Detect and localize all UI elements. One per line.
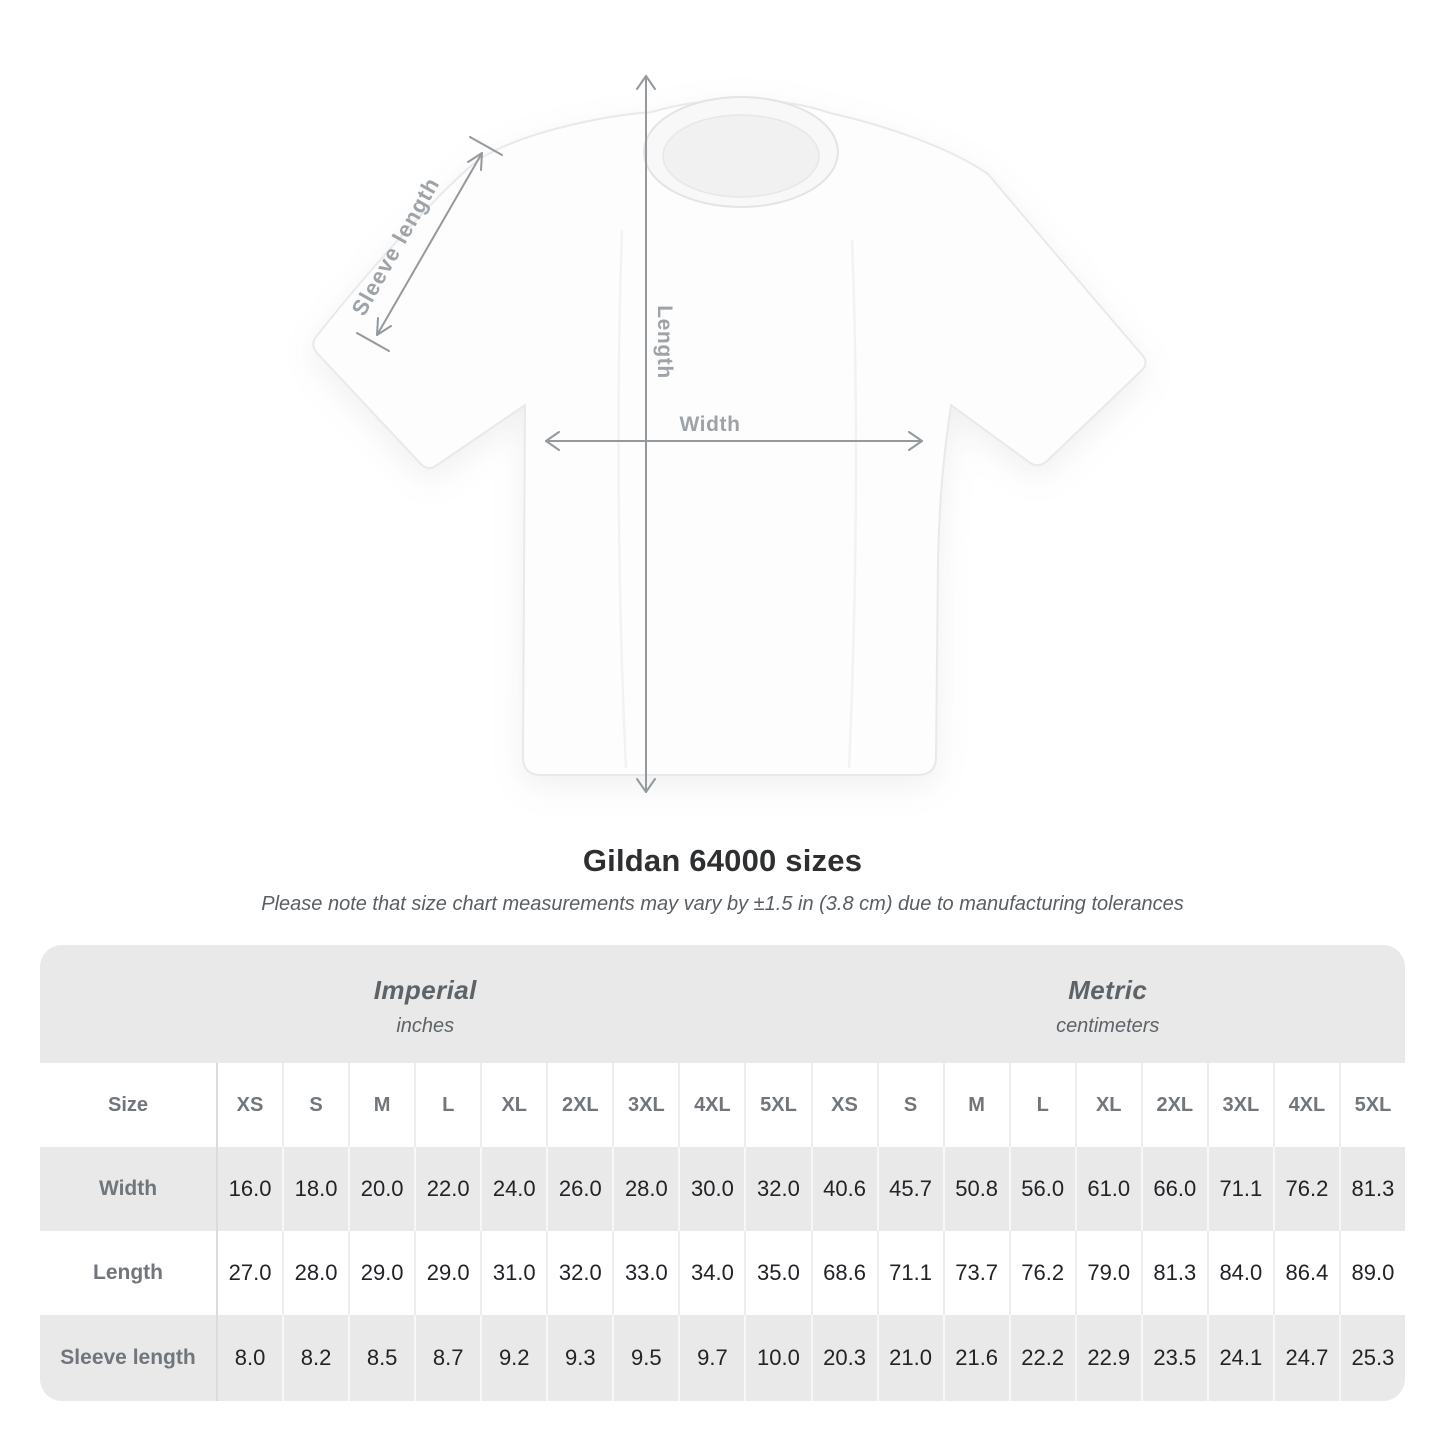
imperial-title: Imperial bbox=[373, 974, 477, 1005]
metric-value: 61.0 bbox=[1075, 1147, 1141, 1231]
imperial-size-header: 2XL bbox=[546, 1063, 612, 1147]
row-label: Width bbox=[40, 1147, 216, 1231]
imperial-value: 24.0 bbox=[480, 1147, 546, 1231]
imperial-size-header: 3XL bbox=[612, 1063, 678, 1147]
metric-value: 45.7 bbox=[877, 1147, 943, 1231]
imperial-value: 29.0 bbox=[414, 1231, 480, 1315]
imperial-size-header: XS bbox=[216, 1063, 282, 1147]
page-title: Gildan 64000 sizes bbox=[582, 843, 863, 878]
metric-value: 50.8 bbox=[943, 1147, 1009, 1231]
imperial-value: 28.0 bbox=[282, 1231, 348, 1315]
metric-value: 76.2 bbox=[1273, 1147, 1339, 1231]
imperial-value: 29.0 bbox=[348, 1231, 414, 1315]
metric-value: 89.0 bbox=[1339, 1231, 1405, 1315]
title-block bbox=[0, 843, 1445, 916]
sleeve-length-label: Sleeve length bbox=[346, 172, 445, 320]
tshirt-collar-inner bbox=[663, 115, 819, 197]
imperial-value: 26.0 bbox=[546, 1147, 612, 1231]
imperial-value: 8.2 bbox=[282, 1315, 348, 1401]
metric-value: 84.0 bbox=[1207, 1231, 1273, 1315]
metric-size-header: 2XL bbox=[1141, 1063, 1207, 1147]
size-table-grid bbox=[40, 1063, 1405, 1401]
imperial-size-header: 5XL bbox=[744, 1063, 810, 1147]
metric-size-header: XS bbox=[811, 1063, 877, 1147]
metric-value: 56.0 bbox=[1009, 1147, 1075, 1231]
tolerance-note: Please note that size chart measurements may vary by ±1.5 in (3.8 cm) due to manufacturing tolerances bbox=[261, 893, 1184, 915]
size-table bbox=[40, 945, 1405, 1401]
metric-value: 40.6 bbox=[811, 1147, 877, 1231]
metric-unit: centimeters bbox=[1056, 1014, 1160, 1037]
imperial-value: 9.2 bbox=[480, 1315, 546, 1401]
imperial-value: 9.5 bbox=[612, 1315, 678, 1401]
metric-size-header: 3XL bbox=[1207, 1063, 1273, 1147]
imperial-value: 32.0 bbox=[744, 1147, 810, 1231]
metric-size-header: M bbox=[943, 1063, 1009, 1147]
metric-value: 68.6 bbox=[811, 1231, 877, 1315]
imperial-value: 18.0 bbox=[282, 1147, 348, 1231]
metric-value: 66.0 bbox=[1141, 1147, 1207, 1231]
imperial-value: 31.0 bbox=[480, 1231, 546, 1315]
metric-value: 24.7 bbox=[1273, 1315, 1339, 1401]
imperial-value: 9.7 bbox=[678, 1315, 744, 1401]
imperial-value: 27.0 bbox=[216, 1231, 282, 1315]
imperial-size-header: M bbox=[348, 1063, 414, 1147]
metric-value: 23.5 bbox=[1141, 1315, 1207, 1401]
size-corner-header: Size bbox=[40, 1063, 216, 1147]
imperial-value: 34.0 bbox=[678, 1231, 744, 1315]
metric-size-header: 4XL bbox=[1273, 1063, 1339, 1147]
tshirt-image bbox=[313, 97, 1145, 775]
metric-value: 81.3 bbox=[1141, 1231, 1207, 1315]
imperial-size-header: L bbox=[414, 1063, 480, 1147]
metric-value: 24.1 bbox=[1207, 1315, 1273, 1401]
imperial-value: 8.5 bbox=[348, 1315, 414, 1401]
imperial-value: 9.3 bbox=[546, 1315, 612, 1401]
imperial-unit: inches bbox=[396, 1014, 455, 1037]
unit-header-band bbox=[40, 945, 1405, 1063]
imperial-value: 35.0 bbox=[744, 1231, 810, 1315]
imperial-value: 8.7 bbox=[414, 1315, 480, 1401]
metric-size-header: 5XL bbox=[1339, 1063, 1405, 1147]
length-label: Length bbox=[653, 305, 676, 379]
imperial-size-header: XL bbox=[480, 1063, 546, 1147]
metric-value: 22.2 bbox=[1009, 1315, 1075, 1401]
metric-value: 25.3 bbox=[1339, 1315, 1405, 1401]
imperial-header bbox=[40, 945, 811, 1063]
metric-value: 86.4 bbox=[1273, 1231, 1339, 1315]
imperial-size-header: S bbox=[282, 1063, 348, 1147]
metric-value: 21.6 bbox=[943, 1315, 1009, 1401]
metric-size-header: S bbox=[877, 1063, 943, 1147]
imperial-size-header: 4XL bbox=[678, 1063, 744, 1147]
metric-value: 21.0 bbox=[877, 1315, 943, 1401]
metric-header bbox=[811, 945, 1406, 1063]
imperial-value: 20.0 bbox=[348, 1147, 414, 1231]
metric-value: 81.3 bbox=[1339, 1147, 1405, 1231]
metric-size-header: XL bbox=[1075, 1063, 1141, 1147]
imperial-value: 22.0 bbox=[414, 1147, 480, 1231]
metric-value: 71.1 bbox=[1207, 1147, 1273, 1231]
imperial-value: 33.0 bbox=[612, 1231, 678, 1315]
imperial-value: 32.0 bbox=[546, 1231, 612, 1315]
metric-value: 73.7 bbox=[943, 1231, 1009, 1315]
row-label: Sleeve length bbox=[40, 1315, 216, 1401]
row-label: Length bbox=[40, 1231, 216, 1315]
metric-value: 76.2 bbox=[1009, 1231, 1075, 1315]
imperial-value: 30.0 bbox=[678, 1147, 744, 1231]
metric-value: 79.0 bbox=[1075, 1231, 1141, 1315]
metric-value: 22.9 bbox=[1075, 1315, 1141, 1401]
metric-size-header: L bbox=[1009, 1063, 1075, 1147]
width-label: Width bbox=[679, 413, 741, 436]
metric-value: 71.1 bbox=[877, 1231, 943, 1315]
imperial-value: 28.0 bbox=[612, 1147, 678, 1231]
metric-value: 20.3 bbox=[811, 1315, 877, 1401]
imperial-value: 8.0 bbox=[216, 1315, 282, 1401]
metric-title: Metric bbox=[1068, 974, 1148, 1005]
imperial-value: 16.0 bbox=[216, 1147, 282, 1231]
imperial-value: 10.0 bbox=[744, 1315, 810, 1401]
